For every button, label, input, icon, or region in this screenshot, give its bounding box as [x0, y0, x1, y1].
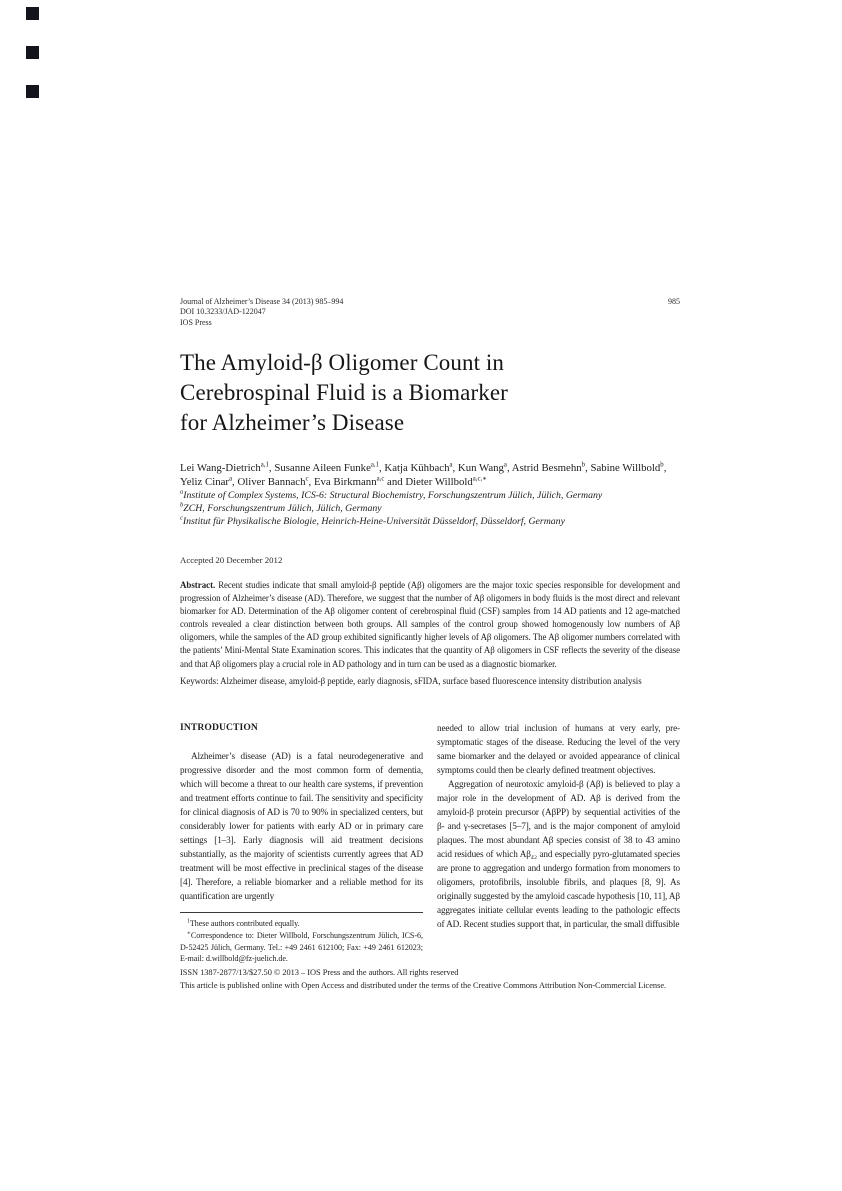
- affiliation-line: [180, 490, 680, 503]
- author-superscript: a,c,∗: [472, 475, 487, 483]
- footnote-text: These authors contributed equally.: [189, 919, 300, 929]
- author-superscript: b: [660, 461, 664, 469]
- page-number: 985: [668, 297, 680, 306]
- author-superscript: a: [229, 475, 233, 483]
- affiliation-superscript: b: [180, 501, 184, 509]
- affiliation-text: ZCH, Forschungszentrum Jülich, Jülich, Germany: [183, 502, 382, 514]
- title-line-2: Cerebrospinal Fluid is a Biomarker: [180, 380, 508, 405]
- author: [314, 476, 405, 488]
- journal-header: [180, 297, 680, 328]
- footnotes-block: [180, 912, 423, 965]
- author-separator: ,: [506, 462, 512, 474]
- author: [384, 462, 458, 474]
- author-separator: ,: [585, 462, 591, 474]
- author-superscript: a,1: [370, 461, 379, 469]
- author-superscript: a: [503, 461, 507, 469]
- corner-mark: [26, 46, 39, 59]
- keywords-line: Keywords: Alzheimer disease, amyloid-β peptide, early diagnosis, sFIDA, surface based fluorescence intensity distribution analysis: [180, 676, 642, 686]
- author-superscript: b: [581, 461, 586, 469]
- author: [180, 462, 274, 474]
- footnote-item: [180, 918, 423, 930]
- affiliation-line: [180, 516, 680, 529]
- author: [274, 462, 384, 474]
- footer-license-line: This article is published online with Open Access and distributed under the terms of the Creative Commons Attribution Non-Commercial License.: [180, 981, 667, 991]
- author-separator: ,: [663, 462, 667, 474]
- abstract-paragraph: [180, 579, 680, 671]
- author-name: Eva Birkmann: [313, 476, 377, 488]
- author-name: Lei Wang-Dietrich: [180, 462, 261, 474]
- footnote-item: [180, 930, 423, 965]
- footnote-text: Correspondence to: Dieter Willbold, Forschungszentrum Jülich, ICS-6, D-52425 Jülich, Germany. Tel.: +49 2461 612100; Fax: +49 2461 612023; E-mail: d.willbold@fz-juelich.de.: [180, 930, 423, 964]
- author: [405, 476, 487, 488]
- author-separator: ,: [452, 462, 458, 474]
- author: [512, 462, 591, 474]
- author-separator: ,: [308, 476, 314, 488]
- author-superscript: a: [449, 461, 453, 469]
- author-name: Astrid Besmehn: [511, 462, 582, 474]
- author-name: Kun Wang: [457, 462, 504, 474]
- authors-line: [180, 461, 680, 489]
- affiliations-block: [180, 490, 680, 529]
- affiliation-line: [180, 503, 680, 516]
- introduction-columns: [180, 721, 680, 967]
- column-left: [180, 721, 423, 967]
- author: [237, 476, 314, 488]
- author-name: Oliver Bannach: [237, 476, 306, 488]
- author-superscript: a,c: [376, 475, 385, 483]
- author: [458, 462, 512, 474]
- affiliation-superscript: a: [180, 488, 184, 496]
- author-name: Dieter Willbold: [405, 476, 473, 488]
- footer-block: [180, 966, 680, 992]
- title-line-1: The Amyloid-β Oligomer Count in: [180, 350, 504, 375]
- author-separator: ,: [268, 462, 275, 474]
- affiliation-text: Institut für Physikalische Biologie, Heinrich-Heine-Universität Düsseldorf, Düsseldorf, Germany: [182, 515, 565, 527]
- author-separator: and: [384, 476, 406, 488]
- corner-mark: [26, 85, 39, 98]
- section-heading-introduction: INTRODUCTION: [180, 722, 258, 733]
- author-separator: ,: [379, 462, 385, 474]
- author-separator: ,: [232, 476, 238, 488]
- abstract-text: Recent studies indicate that small amyloid-β peptide (Aβ) oligomers are the major toxic species responsible for development and progression of Alzheimer’s disease (AD). Therefore, we suggest that the number of Aβ oligomers in body fluids is the most direct and relevant biomarker for AD. Determination of the Aβ oligomer content of cerebrospinal fluid (CSF) samples from 14 AD patients and 12 age-matched controls revealed a clear distinction between both groups. All samples of the control group showed homogenously low numbers of Aβ oligomers, while the samples of the AD group exhibited significantly higher levels of Aβ oligomers. The Aβ oligomer numbers correlated with the patients’ Mini-Mental State Examination scores. This indicates that the quantity of Aβ oligomers in CSF reflects the severity of the disease and that Aβ oligomers play a crucial role in AD pathology and in turn can be used as a diagnostic biomarker.: [180, 580, 680, 669]
- author-superscript: c: [305, 475, 309, 483]
- intro-left-paragraph: Alzheimer’s disease (AD) is a fatal neurodegenerative and progressive disorder and the most common form of dementia, which will become a threat to our health care systems, if prevention and treatment efforts continue to fail. The sensitivity and specificity for clinical diagnosis of AD is 70 to 90% in specialized centers, but considerably lower for patients with early AD or in primary care settings [1–3]. Early diagnosis will aid treatment decisions substantially, as the majority of scientists currently agrees that AD treatment will be most effective in preclinical stages of the disease [4]. Therefore, a reliable biomarker and a reliable method for its quantification are urgently: [180, 751, 423, 901]
- affiliation-superscript: c: [180, 514, 183, 522]
- corner-mark: [26, 7, 39, 20]
- author-name: Sabine Willbold: [590, 462, 661, 474]
- author-name: Susanne Aileen Funke: [274, 462, 371, 474]
- column-right: [437, 721, 680, 967]
- doi-line: DOI 10.3233/JAD-122047: [180, 307, 266, 317]
- journal-citation-line: Journal of Alzheimer’s Disease 34 (2013) 985–994: [180, 297, 344, 306]
- affiliation-text: Institute of Complex Systems, ICS-6: Structural Biochemistry, Forschungszentrum Jülich, Jülich, Germany: [183, 490, 603, 501]
- intro-right-paragraph-2: Aggregation of neurotoxic amyloid-β (Aβ) is believed to play a major role in the development of AD. Aβ is derived from the amyloid-β protein precursor (AβPP) by sequential activities of the β- and γ-secretases [5–7], and is the major component of amyloid plaques. The most abundant Aβ species consist of 38 to 43 amino acid residues of which Aβ₄₂ and especially pyro-glutamated species are prone to aggregation and undergo formation from monomers to oligomers, protofibrils, insoluble fibrils, and plaques [8, 9]. As originally suggested by the amyloid cascade hypothesis [10, 11], Aβ aggregates initiate cellular events leading to the pathologic effects of AD. Recent studies support that, in particular, the small diffusible: [437, 779, 680, 929]
- footer-issn-line: ISSN 1387-2877/13/$27.50 © 2013 – IOS Press and the authors. All rights reserved: [180, 968, 459, 977]
- publisher-line: IOS Press: [180, 317, 212, 327]
- author-name: Katja Kühbach: [384, 462, 450, 474]
- paper-title: [180, 348, 680, 438]
- author-superscript: a,1: [260, 461, 269, 469]
- footnote-marker: ∗: [187, 930, 191, 937]
- accepted-date: Accepted 20 December 2012: [180, 555, 283, 565]
- abstract-label: Abstract.: [180, 580, 216, 590]
- author: [590, 462, 666, 474]
- footnote-marker: 1: [187, 918, 190, 925]
- author-name: Yeliz Cinar: [180, 476, 229, 488]
- author: [180, 476, 237, 488]
- title-line-3: for Alzheimer’s Disease: [180, 410, 405, 435]
- intro-right-paragraph-1: needed to allow trial inclusion of humans at very early, pre-symptomatic stages of the disease. Reducing the level of the very same biomarker and the delayed or avoided appearance of clinical symptoms could then be clearly defined treatment objectives.: [437, 723, 680, 775]
